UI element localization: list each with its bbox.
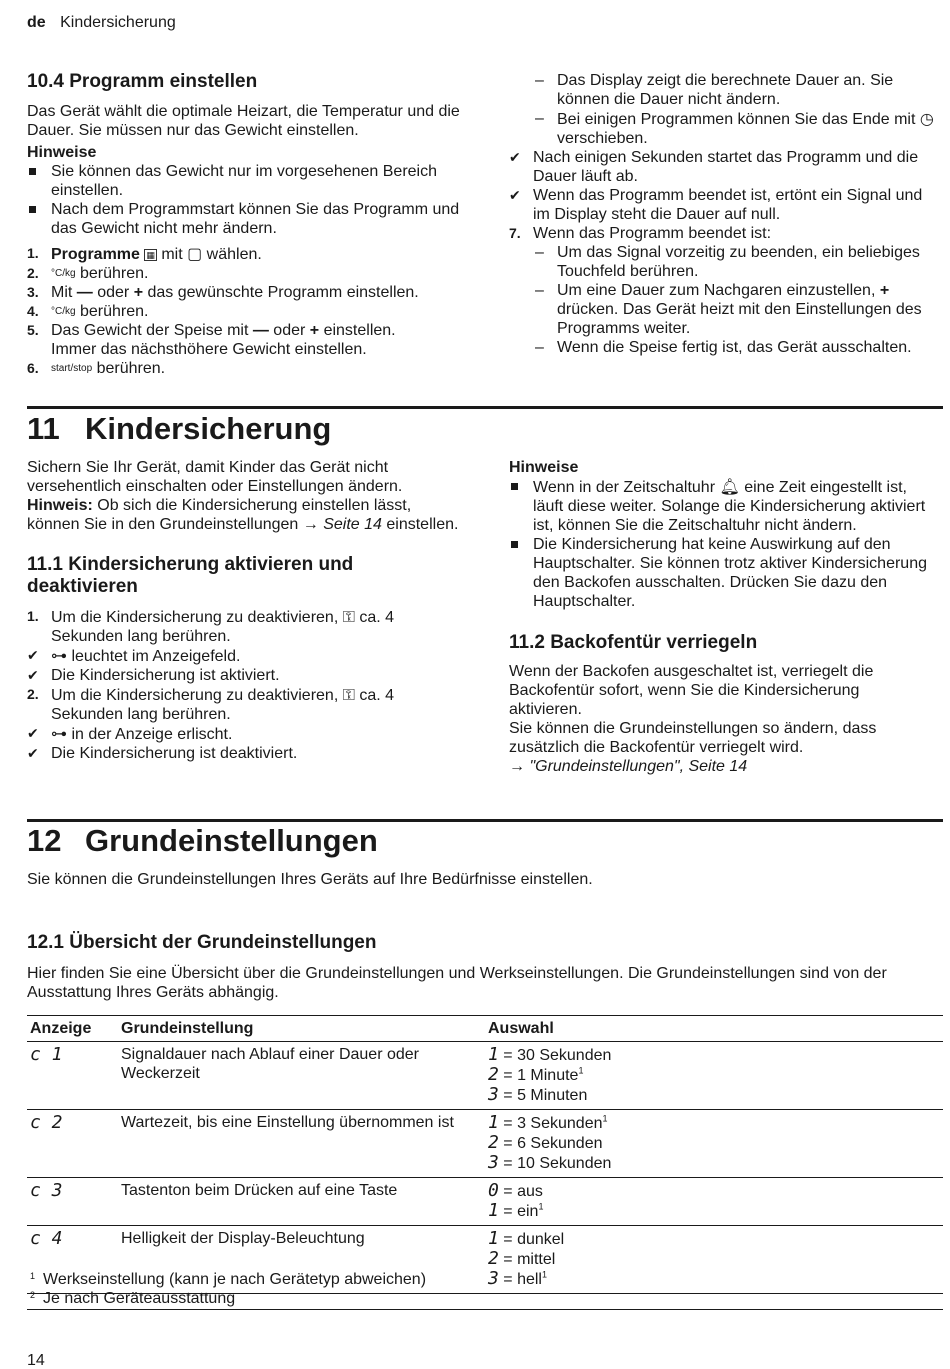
arrow-icon: → — [509, 758, 530, 775]
step-6: 6. start/stop berühren. — [27, 360, 166, 377]
result-item: ✔ Die Kindersicherung ist aktiviert. — [27, 667, 280, 684]
step-3: 3. Mit — oder + das gewünschte Programm einstellen. — [27, 284, 419, 301]
list-item: Sie können das Gewicht nur im vorgesehenen Bereich einstellen. — [27, 162, 462, 200]
chapter-rule — [27, 819, 943, 822]
minus-icon: — — [76, 284, 93, 301]
plus-icon: + — [309, 322, 320, 339]
body-text: Sie können die Grundeinstellungen so ändern, dass zusätzlich die Backofentür verriegelt wird. — [509, 720, 877, 756]
page-link[interactable]: "Grundeinstellungen", Seite 14 — [529, 758, 748, 775]
steps-list — [27, 244, 462, 378]
result-item: ✔ ⊶ in der Anzeige erlischt. — [27, 724, 233, 743]
section-10-4-left — [27, 71, 462, 378]
column-header: Anzeige — [27, 1016, 118, 1042]
display-code: c 4 — [27, 1226, 118, 1294]
section-title: 11.2 Backofentür verriegeln — [509, 632, 758, 653]
programme-icon: ▦ — [146, 250, 155, 260]
intro-text: Sichern Sie Ihr Gerät, damit Kinder das Gerät nicht versehentlich einschalten oder Einstellungen ändern. — [27, 459, 403, 495]
notes-heading: Hinweise — [509, 459, 579, 476]
language-code: de — [27, 14, 46, 31]
hint-text: Hinweis: Ob sich die Kindersicherung einstellen lässt, können Sie in den Grundeinstellungen → Seite 14 einstellen. — [27, 497, 459, 533]
table-row — [27, 1178, 943, 1226]
step-2: 2. °C/kg berühren. — [27, 265, 149, 282]
dash-item: – Um eine Dauer zum Nachgaren einzustellen, + drücken. Das Gerät heizt mit den Einstellungen des Programms weiter. — [509, 281, 934, 338]
step-4: 4. °C/kg berühren. — [27, 303, 149, 320]
clock-icon: ◷ — [919, 109, 934, 128]
result-item: ✔ Nach einigen Sekunden startet das Programm und die Dauer läuft ab. — [509, 149, 919, 185]
chapter-12-title: 12 Grundeinstellungen — [27, 823, 378, 858]
check-icon: ✔ — [509, 149, 521, 165]
step-1: 1. Programme ▦ mit ▢ wählen. — [27, 244, 262, 263]
chapter-11-left — [27, 458, 462, 763]
setting-options: 1 = 30 Sekunden 2 = 1 Minute$^1$ 3 = 5 Minuten — [485, 1042, 943, 1110]
table-row — [27, 1042, 943, 1110]
dash-item: – Bei einigen Programmen können Sie das Ende mit ◷ verschieben. — [509, 109, 934, 148]
setting-description: Helligkeit der Display-Beleuchtung — [118, 1226, 485, 1294]
notes-list — [27, 162, 462, 238]
footnote: 1 Werkseinstellung (kann je nach Gerätetyp abweichen) — [30, 1271, 427, 1288]
result-item: ✔ Die Kindersicherung ist deaktiviert. — [27, 745, 298, 762]
step-5: 5. Das Gewicht der Speise mit — oder + einstellen. Immer das nächsthöhere Gewicht einstellen. — [27, 322, 396, 358]
check-icon: ✔ — [27, 647, 39, 663]
start-stop-icon: start/stop — [51, 363, 93, 374]
header-title: Kindersicherung — [60, 14, 176, 31]
page-header — [27, 13, 176, 32]
dash-item: – Um das Signal vorzeitig zu beenden, ein beliebiges Touchfeld berühren. — [509, 243, 934, 281]
minus-icon: — — [252, 322, 269, 339]
check-icon: ✔ — [27, 745, 39, 761]
settings-table — [27, 1015, 943, 1294]
check-icon: ✔ — [27, 667, 39, 683]
steps-list — [27, 607, 462, 763]
setting-options: 0 = aus 1 = ein$^1$ — [485, 1178, 943, 1226]
setting-options: 1 = 3 Sekunden$^1$ 2 = 6 Sekunden 3 = 10 Sekunden — [485, 1110, 943, 1178]
dash-item: – Das Display zeigt die berechnete Dauer an. Sie können die Dauer nicht ändern. — [509, 71, 934, 109]
table-header-row — [27, 1016, 943, 1042]
cross-reference — [509, 757, 934, 776]
list-item: Die Kindersicherung hat keine Auswirkung auf den Hauptschalter. Sie können trotz aktiver Kindersicherung den Backofen ausschalten. Drücken Sie dazu den Hauptschalter. — [509, 535, 934, 611]
arrow-icon: → — [302, 516, 324, 533]
check-icon: ✔ — [27, 725, 39, 741]
setting-options: 1 = dunkel 2 = mittel 3 = hell$^1$ — [485, 1226, 943, 1294]
key-icon: ⊶ — [51, 646, 67, 665]
list-item: Nach dem Programmstart können Sie das Programm und das Gewicht nicht mehr ändern. — [27, 200, 462, 238]
bell-icon: 🔔︎ — [719, 477, 740, 496]
plus-icon: + — [879, 282, 890, 299]
dash-item: – Wenn die Speise fertig ist, das Gerät ausschalten. — [509, 338, 934, 357]
section-title: 12.1 Übersicht der Grundeinstellungen — [27, 932, 377, 953]
step-7: 7. Wenn das Programm beendet ist: — [509, 225, 772, 242]
body-text: Hier finden Sie eine Übersicht über die Grundeinstellungen und Werkseinstellungen. Die Grundeinstellungen sind von der Ausstattung Ihres Geräts abhängig. — [27, 965, 887, 1001]
plus-icon: + — [133, 284, 144, 301]
setting-description: Tastenton beim Drücken auf eine Taste — [118, 1178, 485, 1226]
result-item: ✔ ⊶ leuchtet im Anzeigefeld. — [27, 646, 241, 665]
section-title: 11.1 Kindersicherung aktivieren und deaktivieren — [27, 554, 354, 597]
display-code: c 3 — [27, 1178, 118, 1226]
table-footnotes — [27, 1268, 943, 1310]
display-code: c 2 — [27, 1110, 118, 1178]
body-text: Wenn der Backofen ausgeschaltet ist, verriegelt die Backofentür sofort, wenn Sie die Kindersicherung aktivieren. — [509, 663, 874, 718]
step-2: 2. Um die Kindersicherung zu deaktivieren, ⚿ ca. 4 Sekunden lang berühren. — [27, 685, 395, 723]
step-1: 1. Um die Kindersicherung zu deaktivieren, ⚿ ca. 4 Sekunden lang berühren. — [27, 607, 395, 645]
column-header: Auswahl — [485, 1016, 943, 1042]
page-number: 14 — [27, 1352, 45, 1369]
section-10-4-right — [509, 71, 934, 357]
intro-text: Sie können die Grundeinstellungen Ihres Geräts auf Ihre Bedürfnisse einstellen. — [27, 871, 593, 888]
temp-weight-icon: °C/kg — [51, 306, 76, 317]
result-item: ✔ Wenn das Programm beendet ist, ertönt ein Signal und im Display steht die Dauer auf null. — [509, 187, 923, 223]
menu-icon: ▢ — [187, 244, 203, 263]
chapter-11-title: 11 Kindersicherung — [27, 411, 332, 446]
key-icon: ⊶ — [51, 724, 67, 743]
chapter-rule — [27, 406, 943, 409]
notes-list — [509, 477, 934, 611]
notes-heading: Hinweise — [27, 144, 97, 161]
page-link[interactable]: Seite 14 — [323, 516, 382, 533]
table-row — [27, 1110, 943, 1178]
list-item: Wenn in der Zeitschaltuhr 🔔︎ eine Zeit eingestellt ist, läuft diese weiter. Solange die Kindersicherung aktiviert ist, können Sie die Zeitschaltuhr nicht ändern. — [509, 477, 934, 535]
temp-weight-icon: °C/kg — [51, 268, 76, 279]
section-title: 10.4 Programm einstellen — [27, 71, 258, 92]
display-code: c 1 — [27, 1042, 118, 1110]
setting-description: Wartezeit, bis eine Einstellung übernommen ist — [118, 1110, 485, 1178]
check-icon: ✔ — [509, 187, 521, 203]
footnote: 2 Je nach Geräteausstattung — [30, 1290, 236, 1307]
child-lock-icon: ⚿ — [342, 685, 355, 704]
child-lock-icon: ⚿ — [342, 607, 355, 626]
intro-text: Das Gerät wählt die optimale Heizart, die Temperatur und die Dauer. Sie müssen nur das Gewicht einstellen. — [27, 103, 460, 139]
chapter-11-right — [509, 458, 934, 776]
setting-description: Signaldauer nach Ablauf einer Dauer oder Weckerzeit — [118, 1042, 485, 1110]
column-header: Grundeinstellung — [118, 1016, 485, 1042]
